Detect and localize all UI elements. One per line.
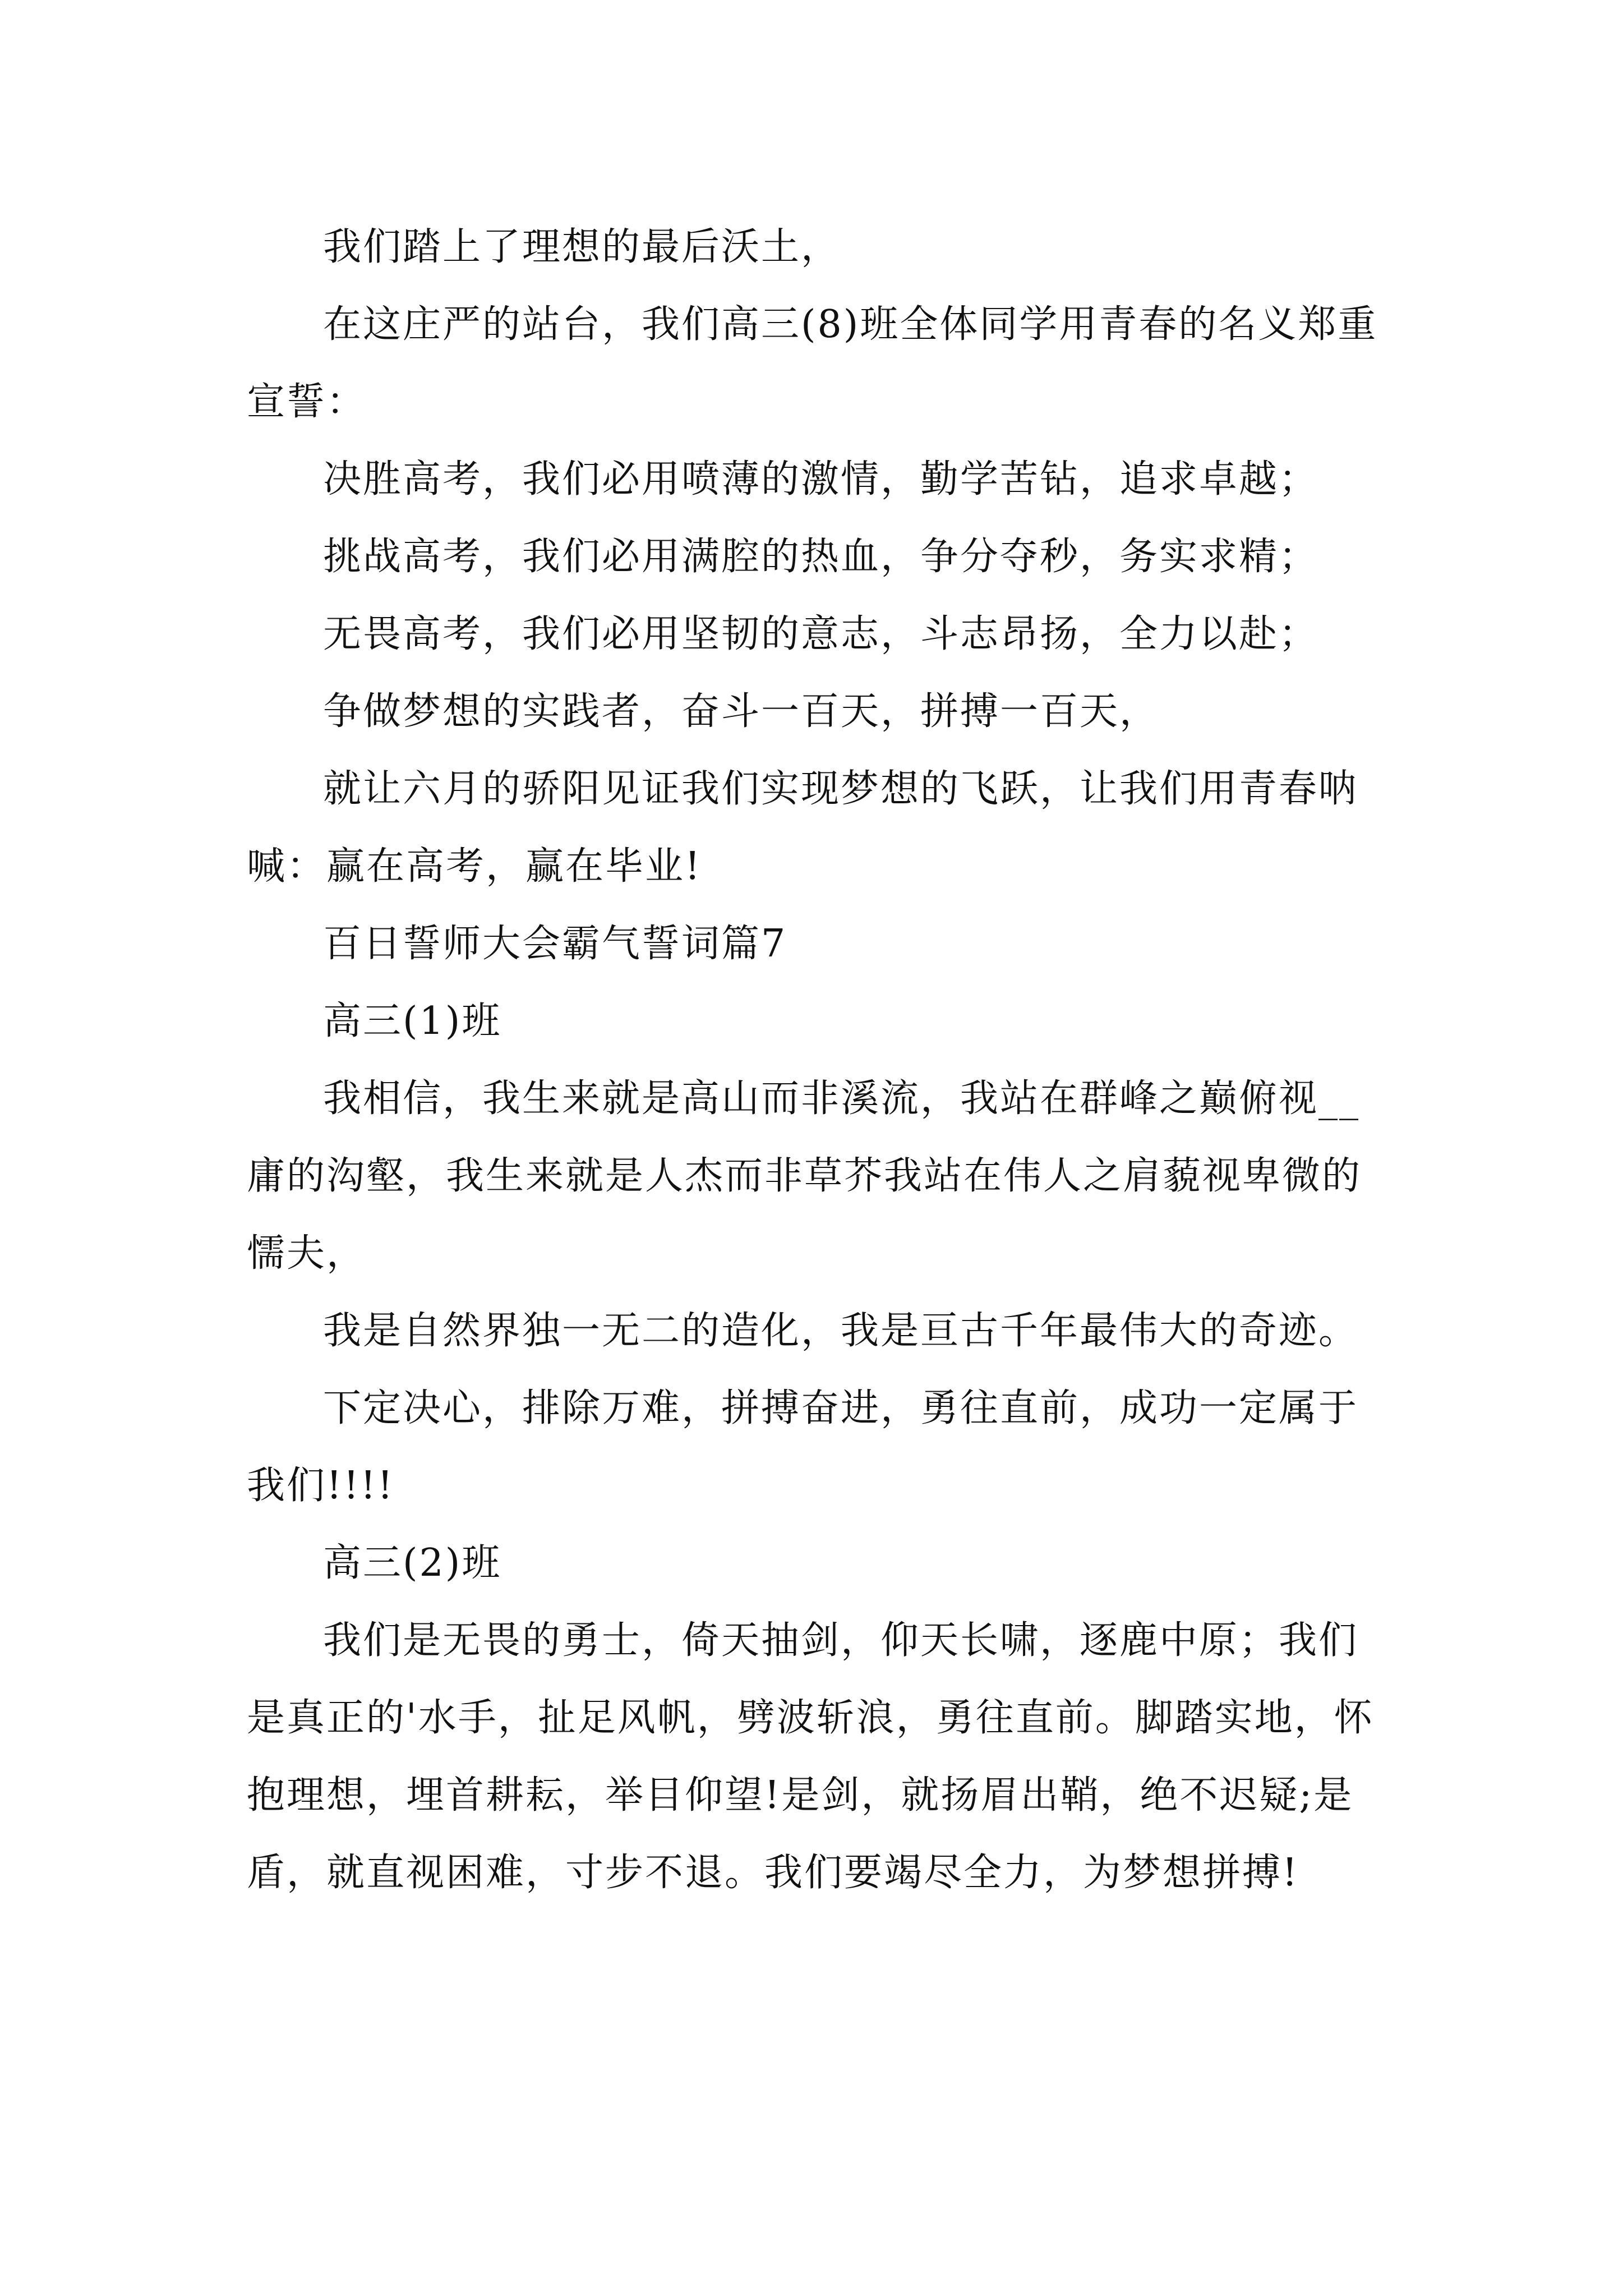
class-heading: 高三(2)班 xyxy=(323,1541,502,1585)
paragraph: 就让六月的骄阳见证我们实现梦想的飞跃，让我们用青春呐喊：赢在高考，赢在毕业! xyxy=(247,767,1359,889)
paragraph: 我们踏上了理想的最后沃土， xyxy=(323,225,841,269)
document-body xyxy=(247,209,1385,1912)
paragraph: 决胜高考，我们必用喷薄的激情，勤学苦钻，追求卓越； xyxy=(323,457,1319,501)
paragraph: 我是自然界独一无二的造化，我是亘古千年最伟大的奇迹。 xyxy=(323,1309,1359,1353)
paragraph: 在这庄严的站台，我们高三(8)班全体同学用青春的名义郑重宣誓： xyxy=(247,302,1378,424)
class-heading: 高三(1)班 xyxy=(323,999,502,1043)
paragraph: 我相信，我生来就是高山而非溪流，我站在群峰之巅俯视__庸的沟壑，我生来就是人杰而非草芥我站在伟人之肩藐视卑微的懦夫， xyxy=(247,1076,1362,1276)
paragraph: 无畏高考，我们必用坚韧的意志，斗志昂扬，全力以赴； xyxy=(323,612,1319,656)
paragraph: 我们是无畏的勇士，倚天抽剑，仰天长啸，逐鹿中原；我们是真正的'水手，扯足风帆，劈波斩浪，勇往直前。脚踏实地，怀抱理想，埋首耕耘，举目仰望!是剑，就扬眉出鞘，绝不迟疑;是盾，就直视困难，寸步不退。我们要竭尽全力，为梦想拼搏! xyxy=(247,1618,1374,1895)
paragraph: 挑战高考，我们必用满腔的热血，争分夺秒，务实求精； xyxy=(323,535,1319,579)
section-heading: 百日誓师大会霸气誓词篇7 xyxy=(323,922,787,966)
paragraph: 争做梦想的实践者，奋斗一百天，拼搏一百天， xyxy=(323,689,1160,734)
paragraph: 下定决心，排除万难，拼搏奋进，勇往直前，成功一定属于我们!!!! xyxy=(247,1386,1359,1508)
